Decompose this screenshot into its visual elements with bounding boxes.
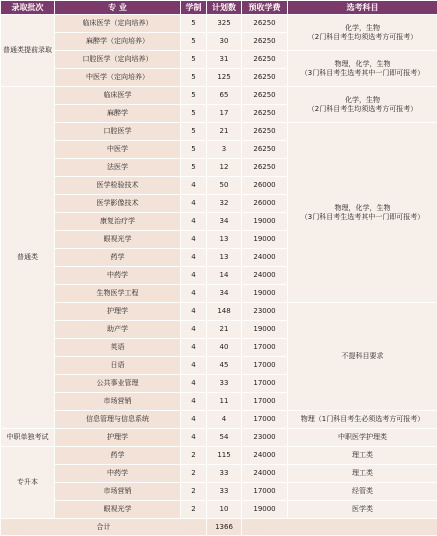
years-cell: 5	[181, 123, 207, 141]
fee-cell: 26250	[242, 69, 288, 87]
plan-cell: 45	[207, 357, 242, 375]
major-cell: 法医学	[55, 159, 181, 177]
major-cell: 麻醉学（定向培养）	[55, 33, 181, 51]
fee-cell: 24000	[242, 267, 288, 285]
batch-cell: 普通类提前录取	[1, 15, 55, 87]
years-cell: 2	[181, 483, 207, 501]
plan-cell: 12	[207, 159, 242, 177]
fee-cell: 17000	[242, 375, 288, 393]
major-cell: 中医学	[55, 141, 181, 159]
fee-cell: 19000	[242, 501, 288, 519]
years-cell: 4	[181, 393, 207, 411]
fee-cell: 26250	[242, 87, 288, 105]
years-cell: 4	[181, 177, 207, 195]
fee-cell: 17000	[242, 339, 288, 357]
years-cell: 5	[181, 51, 207, 69]
fee-cell: 26250	[242, 105, 288, 123]
years-cell: 5	[181, 159, 207, 177]
subject-cell: 理工类	[288, 465, 437, 483]
subject-cell: 医学类	[288, 501, 437, 519]
plan-cell: 34	[207, 213, 242, 231]
plan-cell: 33	[207, 465, 242, 483]
years-cell: 4	[181, 429, 207, 447]
fee-cell: 26000	[242, 177, 288, 195]
plan-cell: 34	[207, 285, 242, 303]
fee-cell: 17000	[242, 483, 288, 501]
batch-cell: 普通类	[1, 87, 55, 429]
years-cell: 2	[181, 465, 207, 483]
years-cell: 4	[181, 195, 207, 213]
table-row	[1, 87, 437, 105]
years-cell: 4	[181, 339, 207, 357]
years-cell: 5	[181, 105, 207, 123]
plan-cell: 13	[207, 231, 242, 249]
major-cell: 护理学	[55, 429, 181, 447]
subject-cell: 化学，生物 （2门科目考生均须选考方可报考）	[288, 87, 437, 123]
table-row	[1, 123, 437, 141]
major-cell: 药学	[55, 249, 181, 267]
years-cell: 4	[181, 357, 207, 375]
table-row	[1, 51, 437, 69]
years-cell: 4	[181, 231, 207, 249]
table-row	[1, 15, 437, 33]
plan-cell: 54	[207, 429, 242, 447]
fee-cell: 17000	[242, 357, 288, 375]
major-cell: 中药学	[55, 465, 181, 483]
fee-cell: 17000	[242, 393, 288, 411]
major-cell: 口腔医学（定向培养）	[55, 51, 181, 69]
major-cell: 生物医学工程	[55, 285, 181, 303]
subject-cell: 化学，生物 （2门科目考生均须选考方可报考）	[288, 15, 437, 51]
plan-cell: 13	[207, 249, 242, 267]
fee-cell: 19000	[242, 285, 288, 303]
fee-cell: 19000	[242, 321, 288, 339]
fee-cell: 23000	[242, 303, 288, 321]
plan-cell: 325	[207, 15, 242, 33]
header-plan: 计划数	[207, 1, 242, 15]
major-cell: 公共事业管理	[55, 375, 181, 393]
years-cell: 5	[181, 87, 207, 105]
major-cell: 药学	[55, 447, 181, 465]
major-cell: 医学影像技术	[55, 195, 181, 213]
major-cell: 日语	[55, 357, 181, 375]
fee-cell: 26250	[242, 51, 288, 69]
fee-cell: 24000	[242, 465, 288, 483]
plan-cell: 40	[207, 339, 242, 357]
header-major: 专 业	[55, 1, 181, 15]
plan-cell: 30	[207, 33, 242, 51]
plan-cell: 3	[207, 141, 242, 159]
plan-cell: 11	[207, 393, 242, 411]
plan-cell: 50	[207, 177, 242, 195]
major-cell: 英语	[55, 339, 181, 357]
plan-cell: 33	[207, 375, 242, 393]
subject-cell: 中职医学护理类	[288, 429, 437, 447]
table-header	[1, 1, 437, 15]
major-cell: 市场营销	[55, 483, 181, 501]
plan-cell: 125	[207, 69, 242, 87]
total-plan: 1366	[207, 519, 242, 536]
plan-cell: 21	[207, 123, 242, 141]
batch-cell: 中职单独考试	[1, 429, 55, 447]
plan-cell: 17	[207, 105, 242, 123]
fee-cell: 19000	[242, 213, 288, 231]
plan-cell: 14	[207, 267, 242, 285]
major-cell: 护理学	[55, 303, 181, 321]
major-cell: 医学检验技术	[55, 177, 181, 195]
plan-cell: 148	[207, 303, 242, 321]
table-body	[1, 15, 437, 536]
fee-cell: 19000	[242, 231, 288, 249]
major-cell: 中医学（定向培养）	[55, 69, 181, 87]
major-cell: 临床医学（定向培养）	[55, 15, 181, 33]
plan-cell: 33	[207, 483, 242, 501]
major-cell: 口腔医学	[55, 123, 181, 141]
major-cell: 眼视光学	[55, 501, 181, 519]
fee-cell: 26250	[242, 159, 288, 177]
years-cell: 5	[181, 15, 207, 33]
major-cell: 临床医学	[55, 87, 181, 105]
table-row	[1, 411, 437, 429]
subject-cell: 不提科目要求	[288, 303, 437, 411]
major-cell: 信息管理与信息系统	[55, 411, 181, 429]
fee-cell: 26250	[242, 15, 288, 33]
total-row	[1, 519, 437, 536]
header-years: 学制	[181, 1, 207, 15]
years-cell: 5	[181, 69, 207, 87]
years-cell: 4	[181, 303, 207, 321]
plan-cell: 21	[207, 321, 242, 339]
fee-cell: 24000	[242, 447, 288, 465]
plan-cell: 32	[207, 195, 242, 213]
major-cell: 助产学	[55, 321, 181, 339]
fee-cell: 23000	[242, 429, 288, 447]
table-row	[1, 429, 437, 447]
header-subject: 选考科目	[288, 1, 437, 15]
plan-cell: 4	[207, 411, 242, 429]
major-cell: 中药学	[55, 267, 181, 285]
major-cell: 市场营销	[55, 393, 181, 411]
table-row	[1, 465, 437, 483]
plan-cell: 65	[207, 87, 242, 105]
years-cell: 4	[181, 375, 207, 393]
major-cell: 康复治疗学	[55, 213, 181, 231]
fee-cell: 26250	[242, 141, 288, 159]
fee-cell: 26250	[242, 33, 288, 51]
total-empty	[242, 519, 437, 536]
table-row	[1, 501, 437, 519]
years-cell: 5	[181, 33, 207, 51]
subject-cell: 物理，化学，生物 （3门科目考生选考其中一门即可报考）	[288, 51, 437, 87]
years-cell: 5	[181, 141, 207, 159]
table-row	[1, 447, 437, 465]
header-fee: 预收学费	[242, 1, 288, 15]
batch-cell: 专升本	[1, 447, 55, 519]
years-cell: 2	[181, 501, 207, 519]
years-cell: 4	[181, 321, 207, 339]
subject-cell: 物理，化学，生物 （3门科目考生选考其中一门即可报考）	[288, 123, 437, 303]
plan-cell: 115	[207, 447, 242, 465]
total-label: 合计	[1, 519, 207, 536]
years-cell: 4	[181, 249, 207, 267]
years-cell: 4	[181, 213, 207, 231]
major-cell: 麻醉学	[55, 105, 181, 123]
years-cell: 4	[181, 285, 207, 303]
years-cell: 4	[181, 267, 207, 285]
plan-cell: 10	[207, 501, 242, 519]
fee-cell: 17000	[242, 411, 288, 429]
fee-cell: 26250	[242, 123, 288, 141]
fee-cell: 26000	[242, 195, 288, 213]
table-row	[1, 483, 437, 501]
table-row	[1, 303, 437, 321]
years-cell: 2	[181, 447, 207, 465]
header-batch: 录取批次	[1, 1, 55, 15]
subject-cell: 物理（1门科目考生必须选考方可报考）	[288, 411, 437, 429]
subject-cell: 理工类	[288, 447, 437, 465]
plan-cell: 31	[207, 51, 242, 69]
major-cell: 眼视光学	[55, 231, 181, 249]
years-cell: 4	[181, 411, 207, 429]
fee-cell: 24000	[242, 249, 288, 267]
subject-cell: 经管类	[288, 483, 437, 501]
